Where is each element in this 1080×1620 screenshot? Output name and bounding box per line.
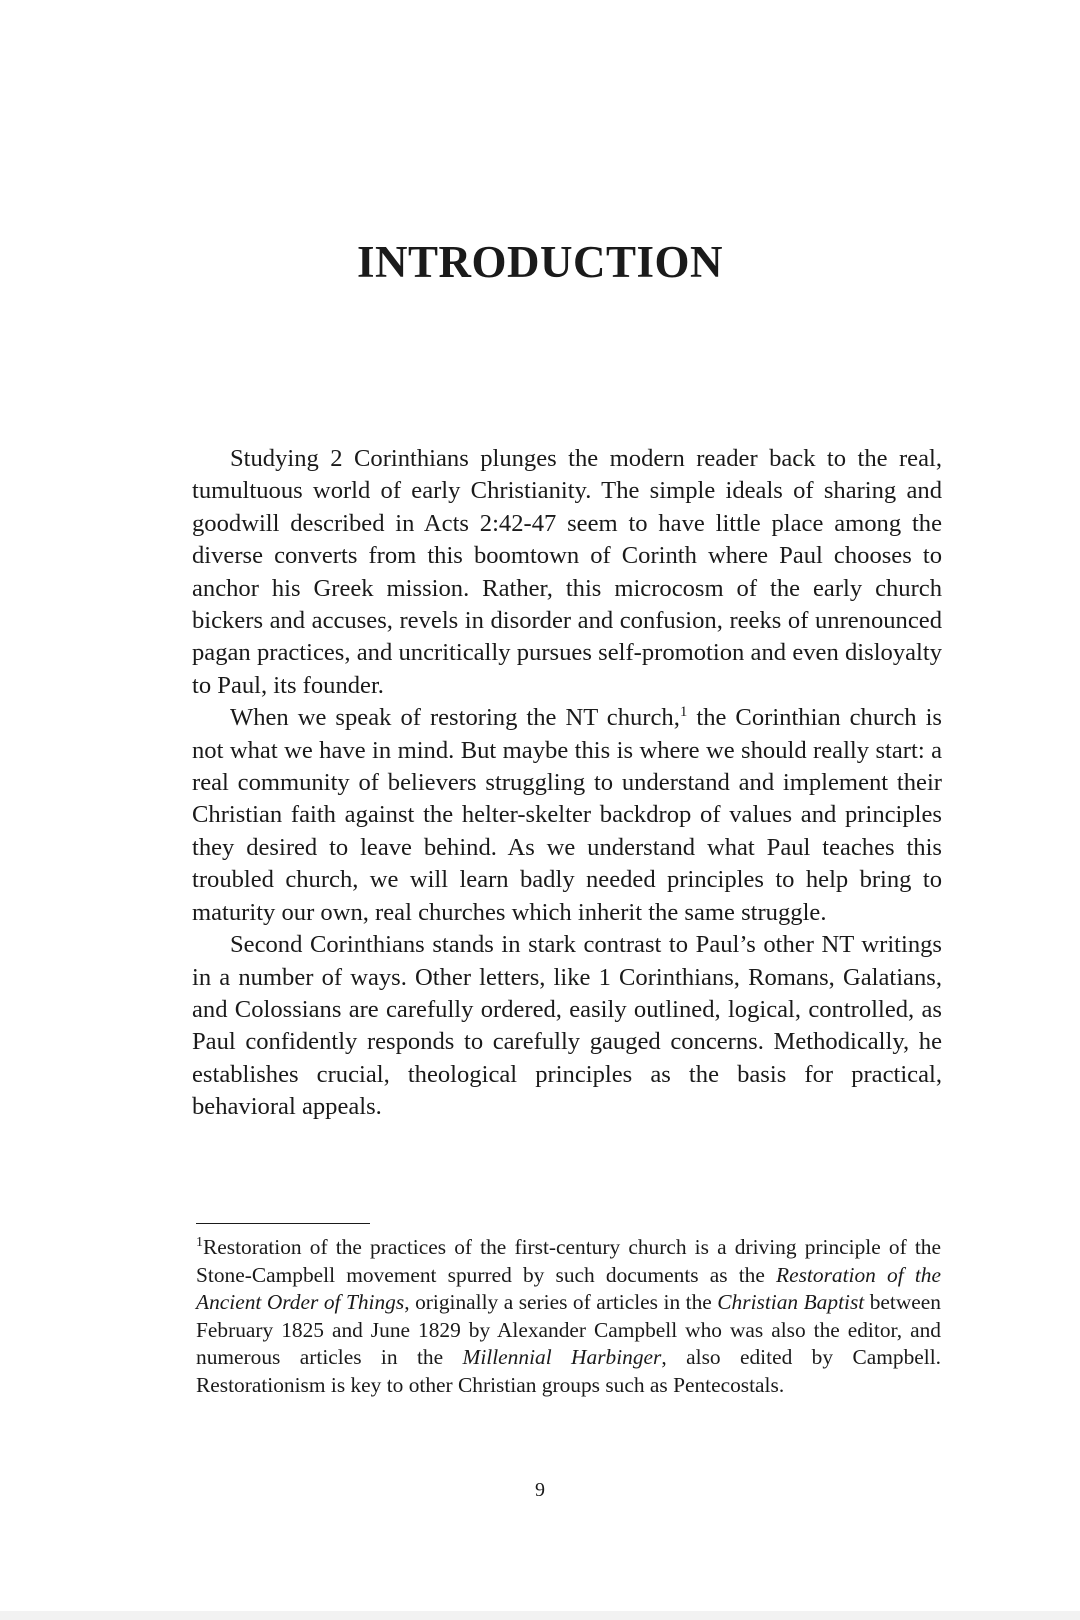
footnote-text-part-2: , originally a series of articles in the bbox=[404, 1290, 718, 1314]
footnote-text-part-1: Restoration of the practices of the first-century church is a driving principle of the Stone-Campbell movement spurred by such documents as the bbox=[196, 1235, 941, 1287]
footnote-text-part-3: between February 1825 and June 1829 by Alexander Campbell who was also the editor, and numerous articles in the bbox=[196, 1290, 941, 1369]
paragraph-2 bbox=[192, 702, 942, 929]
paragraph-3: Second Corinthians stands in stark contrast to Paul’s other NT writings in a number of ways. Other letters, like 1 Corinthians, Romans, Galatians, and Colossians are carefully ordered, easily outlined, logical, controlled, as Paul confidently responds to carefully gauged concerns. Methodically, he establishes crucial, theological principles as the basis for practical, behavioral appeals. bbox=[192, 931, 942, 1121]
footnote bbox=[196, 1234, 941, 1399]
footnote-text-part-4: , also edited by Campbell. Restorationism is key to other Christian groups such as Pentecostals. bbox=[196, 1345, 941, 1397]
chapter-title: INTRODUCTION bbox=[356, 237, 724, 287]
paragraph-2-lead: When we speak of restoring the NT church, bbox=[230, 704, 680, 732]
footnote-title-christian-baptist: Christian Baptist bbox=[717, 1290, 865, 1314]
paragraph-1: Studying 2 Corinthians plunges the modern reader back to the real, tumultuous world of early Christianity. The simple ideals of sharing and goodwill described in Acts 2:42-47 seem to have little place among the diverse converts from this boomtown of Corinth where Paul chooses to anchor his Greek mission. Rather, this microcosm of the early church bickers and accuses, revels in disorder and confusion, reeks of unrenounced pagan practices, and uncritically pursues self-promotion and even disloyalty to Paul, its founder. bbox=[192, 445, 942, 699]
footnote-number: 1 bbox=[196, 1234, 203, 1250]
body-text bbox=[192, 443, 942, 1124]
page-number: 9 bbox=[535, 1479, 545, 1501]
footnote-text bbox=[196, 1234, 941, 1399]
footnote-title-restoration: Restoration of the Ancient Order of Things bbox=[196, 1262, 941, 1314]
viewer-bottom-edge bbox=[0, 1611, 1080, 1620]
footnote-divider bbox=[196, 1223, 370, 1224]
footnote-reference: 1 bbox=[679, 704, 688, 721]
paragraph-2-rest: the Corinthian church is not what we have in mind. But maybe this is where we should really start: a real community of believers struggling to understand and implement their Christian faith against the helter-skelter backdrop of values and principles they desired to leave behind. As we understand what Paul teaches this troubled church, we will learn badly needed principles to help bring to maturity our own, real churches which inherit the same struggle. bbox=[192, 704, 942, 926]
footnote-title-millennial-harbinger: Millennial Harbinger bbox=[462, 1345, 662, 1369]
